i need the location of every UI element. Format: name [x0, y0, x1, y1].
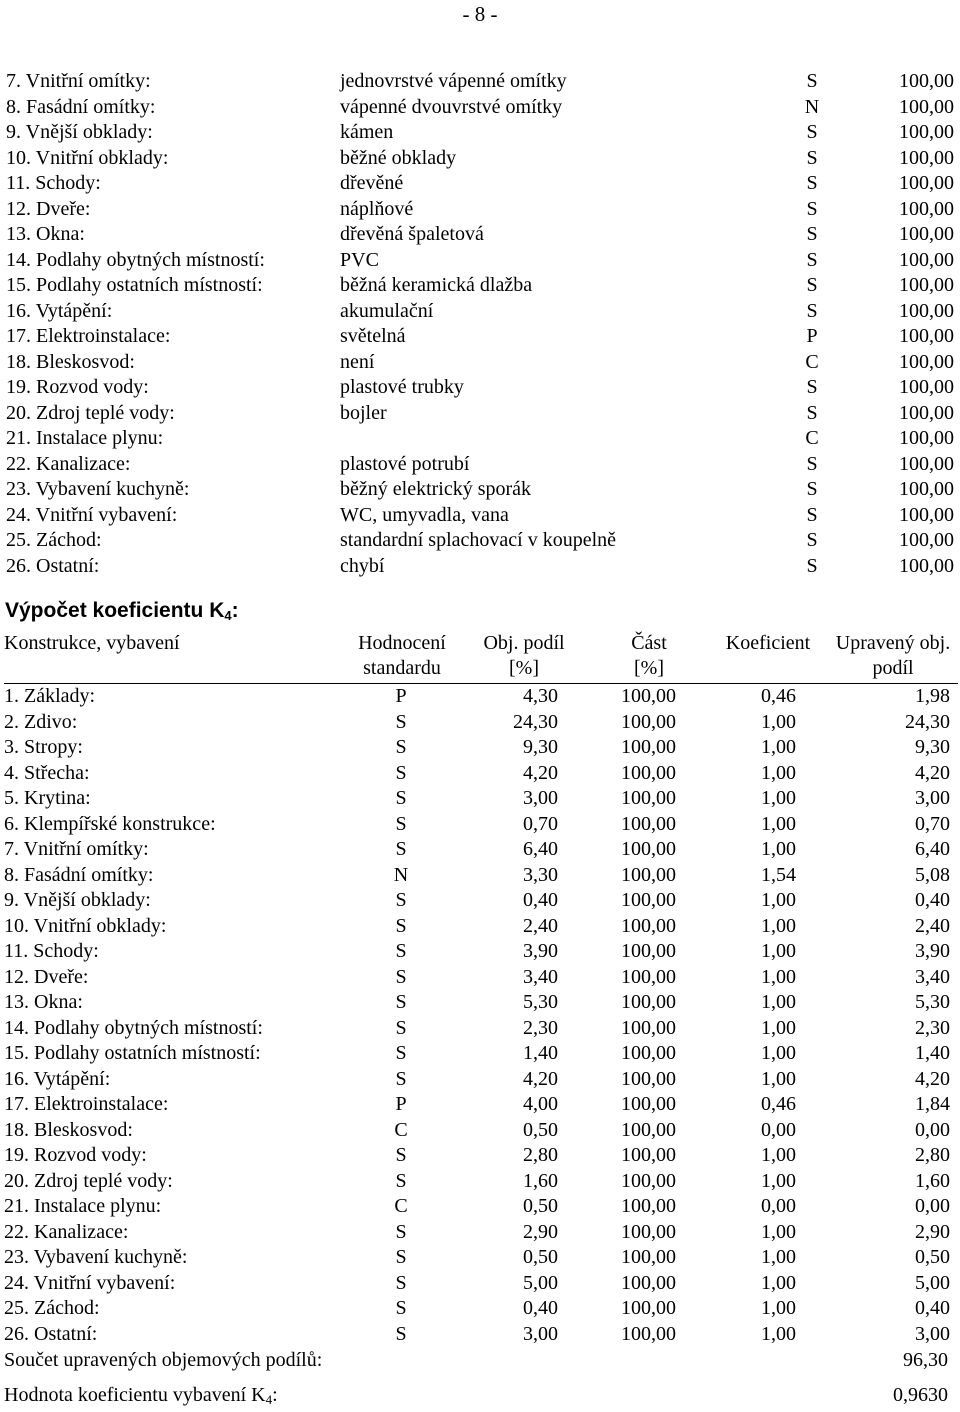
list-item-standard: S: [806, 554, 818, 577]
row-coefficient: 1,00: [761, 1042, 796, 1064]
row-adjusted-share: 0,40: [915, 1297, 950, 1319]
list-item: [6, 273, 954, 299]
list-item-name: 21. Instalace plynu:: [6, 427, 164, 449]
row-construction: 1. Základy:: [4, 685, 96, 707]
row-adjusted-share: 3,40: [915, 965, 950, 988]
row-coefficient: 1,00: [761, 1169, 796, 1192]
row-coefficient: 1,00: [761, 1220, 796, 1243]
list-item-standard: S: [806, 121, 818, 143]
row-part: 100,00: [621, 1093, 676, 1115]
list-item-description: plastové trubky: [340, 376, 464, 398]
row-volume-share: 4,00: [523, 1093, 558, 1115]
table-row: [4, 1092, 958, 1118]
row-part: 100,00: [621, 1067, 676, 1090]
list-item-share: 100,00: [899, 503, 954, 526]
row-adjusted-share: 5,08: [915, 863, 950, 886]
row-volume-share: 3,00: [523, 787, 558, 809]
list-item-description: běžný elektrický sporák: [340, 478, 532, 500]
row-adjusted-share: 1,84: [915, 1093, 950, 1115]
table-row: [4, 735, 958, 761]
list-item-standard: S: [806, 146, 818, 169]
row-rating: S: [395, 1169, 407, 1192]
header-rating: Hodnocení standardu: [358, 632, 446, 679]
table-row: [4, 965, 958, 991]
row-coefficient: 1,00: [761, 991, 796, 1013]
row-part: 100,00: [621, 1220, 676, 1243]
row-volume-share: 3,00: [523, 1322, 558, 1345]
list-item-description: dřevěné: [340, 172, 404, 194]
list-item-share: 100,00: [899, 121, 954, 143]
row-construction: 13. Okna:: [4, 991, 83, 1013]
row-construction: 4. Střecha:: [4, 761, 90, 784]
list-item-standard: S: [806, 529, 818, 551]
list-item: [6, 503, 954, 529]
row-volume-share: 0,50: [523, 1246, 558, 1268]
list-item-description: vápenné dvouvrstvé omítky: [340, 95, 563, 118]
list-item-share: 100,00: [899, 529, 954, 551]
row-volume-share: 4,20: [523, 1067, 558, 1090]
row-coefficient: 1,00: [761, 1144, 796, 1166]
row-construction: 22. Kanalizace:: [4, 1220, 129, 1243]
row-coefficient: 1,00: [761, 1246, 796, 1268]
standards-list: [6, 69, 954, 579]
row-adjusted-share: 2,40: [915, 914, 950, 937]
row-coefficient: 1,00: [761, 1067, 796, 1090]
row-rating: S: [395, 965, 407, 988]
row-adjusted-share: 3,00: [915, 1322, 950, 1345]
row-part: 100,00: [621, 1169, 676, 1192]
list-item: [6, 401, 954, 427]
list-item-description: standardní splachovací v koupelně: [340, 529, 617, 551]
list-item-name: 22. Kanalizace:: [6, 452, 131, 475]
table-row: [4, 888, 958, 914]
row-volume-share: 4,30: [523, 685, 558, 707]
row-part: 100,00: [621, 685, 676, 707]
row-adjusted-share: 9,30: [915, 736, 950, 758]
list-item-standard: P: [806, 325, 818, 347]
list-item-standard: N: [804, 95, 820, 118]
table-row: [4, 761, 958, 787]
row-coefficient: 1,00: [761, 965, 796, 988]
list-item-name: 7. Vnitřní omítky:: [6, 70, 151, 92]
row-volume-share: 0,40: [523, 889, 558, 911]
row-rating: S: [395, 1220, 407, 1243]
list-item-share: 100,00: [899, 452, 954, 475]
row-rating: C: [394, 1195, 408, 1217]
row-part: 100,00: [621, 838, 676, 860]
coefficient-result-value: 0,9630: [893, 1384, 948, 1406]
list-item: [6, 222, 954, 248]
header-share: Obj. podíl [%]: [483, 632, 565, 679]
list-item-name: 20. Zdroj teplé vody:: [6, 401, 175, 424]
table-row: [4, 1169, 958, 1195]
row-rating: S: [395, 1246, 407, 1268]
header-coefficient: Koeficient: [725, 632, 811, 654]
list-item-name: 23. Vybavení kuchyně:: [6, 478, 190, 500]
row-adjusted-share: 3,90: [915, 940, 950, 962]
list-item-standard: S: [806, 70, 818, 92]
list-item-share: 100,00: [899, 299, 954, 322]
coefficient-table: [4, 631, 958, 1347]
row-rating: P: [395, 1093, 407, 1115]
header-part: Část [%]: [631, 632, 667, 679]
row-construction: 23. Vybavení kuchyně:: [4, 1246, 188, 1268]
list-item-name: 8. Fasádní omítky:: [6, 95, 156, 118]
row-rating: S: [395, 736, 407, 758]
row-construction: 7. Vnitřní omítky:: [4, 838, 149, 860]
row-rating: S: [395, 889, 407, 911]
section-title: Výpočet koeficientu $K_4$:: [5, 599, 239, 623]
list-item: [6, 146, 954, 172]
list-item-name: 24. Vnitřní vybavení:: [6, 503, 178, 526]
row-rating: S: [395, 991, 407, 1013]
table-row: [4, 1194, 958, 1220]
row-coefficient: 1,00: [761, 914, 796, 937]
row-construction: 2. Zdivo:: [4, 710, 78, 733]
row-part: 100,00: [621, 710, 676, 733]
list-item: [6, 426, 954, 452]
sum-label: Součet upravených objemových podílů:: [4, 1349, 323, 1371]
list-item-standard: C: [805, 350, 819, 373]
list-item-name: 11. Schody:: [6, 172, 101, 194]
row-coefficient: 1,00: [761, 940, 796, 962]
table-row: [4, 990, 958, 1016]
list-item-standard: S: [806, 197, 818, 220]
list-item-name: 19. Rozvod vody:: [6, 376, 149, 398]
list-item-description: chybí: [340, 554, 385, 577]
row-coefficient: 1,00: [761, 889, 796, 911]
list-item-share: 100,00: [899, 427, 954, 449]
table-row: [4, 1245, 958, 1271]
list-item-standard: S: [806, 223, 818, 245]
list-item-share: 100,00: [899, 223, 954, 245]
list-item-standard: S: [806, 376, 818, 398]
row-construction: 20. Zdroj teplé vody:: [4, 1169, 173, 1192]
row-coefficient: 1,00: [761, 812, 796, 835]
list-item: [6, 69, 954, 95]
row-adjusted-share: 2,80: [915, 1144, 950, 1166]
row-coefficient: 1,00: [761, 1322, 796, 1345]
list-item-standard: S: [806, 478, 818, 500]
list-item-standard: S: [806, 248, 818, 271]
list-item: [6, 324, 954, 350]
list-item-description: běžné obklady: [340, 146, 457, 169]
row-rating: S: [395, 710, 407, 733]
row-adjusted-share: 4,20: [915, 1067, 950, 1090]
table-row: [4, 914, 958, 940]
row-volume-share: 5,00: [523, 1271, 558, 1294]
row-rating: S: [395, 1016, 407, 1039]
row-coefficient: 1,00: [761, 710, 796, 733]
row-coefficient: 1,00: [761, 1271, 796, 1294]
row-part: 100,00: [621, 1271, 676, 1294]
row-rating: S: [395, 914, 407, 937]
row-adjusted-share: 1,98: [915, 685, 950, 707]
list-item: [6, 197, 954, 223]
row-adjusted-share: 0,50: [915, 1246, 950, 1268]
row-construction: 12. Dveře:: [4, 965, 89, 988]
row-adjusted-share: 2,90: [915, 1220, 950, 1243]
row-construction: 21. Instalace plynu:: [4, 1195, 162, 1217]
list-item-name: 10. Vnitřní obklady:: [6, 146, 169, 169]
row-volume-share: 1,60: [523, 1169, 558, 1192]
row-volume-share: 3,40: [523, 965, 558, 988]
list-item-name: 16. Vytápění:: [6, 299, 113, 322]
row-part: 100,00: [621, 1042, 676, 1064]
table-row: [4, 684, 958, 710]
list-item-name: 9. Vnější obklady:: [6, 121, 153, 143]
row-construction: 14. Podlahy obytných místností:: [4, 1016, 263, 1039]
row-adjusted-share: 1,60: [915, 1169, 950, 1192]
row-coefficient: 1,00: [761, 1016, 796, 1039]
list-item-share: 100,00: [899, 172, 954, 194]
row-part: 100,00: [621, 914, 676, 937]
table-body: [4, 684, 958, 1347]
list-item-description: světelná: [340, 325, 406, 347]
list-item-share: 100,00: [899, 376, 954, 398]
row-rating: S: [395, 787, 407, 809]
row-construction: 11. Schody:: [4, 940, 99, 962]
list-item-description: bojler: [340, 401, 387, 424]
list-item: [6, 248, 954, 274]
list-item: [6, 350, 954, 376]
table-row: [4, 1041, 958, 1067]
list-item: [6, 528, 954, 554]
row-volume-share: 1,40: [523, 1042, 558, 1064]
sum-value: 96,30: [903, 1349, 948, 1371]
row-construction: 19. Rozvod vody:: [4, 1144, 147, 1166]
table-row: [4, 939, 958, 965]
list-item-description: běžná keramická dlažba: [340, 274, 533, 296]
list-item-standard: S: [806, 299, 818, 322]
row-rating: S: [395, 1322, 407, 1345]
row-adjusted-share: 6,40: [915, 838, 950, 860]
list-item-share: 100,00: [899, 554, 954, 577]
list-item-description: náplňové: [340, 197, 414, 220]
row-rating: S: [395, 1271, 407, 1294]
list-item-name: 25. Záchod:: [6, 529, 102, 551]
row-volume-share: 3,90: [523, 940, 558, 962]
table-row: [4, 1118, 958, 1144]
table-row: [4, 1322, 958, 1348]
list-item-name: 14. Podlahy obytných místností:: [6, 248, 265, 271]
row-construction: 18. Bleskosvod:: [4, 1118, 133, 1141]
row-adjusted-share: 2,30: [915, 1016, 950, 1039]
list-item-description: WC, umyvadla, vana: [340, 503, 509, 526]
list-item: [6, 375, 954, 401]
row-coefficient: 0,46: [761, 685, 796, 707]
row-volume-share: 0,50: [523, 1195, 558, 1217]
list-item-description: není: [340, 350, 375, 373]
row-rating: S: [395, 812, 407, 835]
row-part: 100,00: [621, 1322, 676, 1345]
list-item-standard: S: [806, 503, 818, 526]
table-header: [4, 631, 958, 684]
row-part: 100,00: [621, 1144, 676, 1166]
row-construction: 8. Fasádní omítky:: [4, 863, 154, 886]
list-item: [6, 554, 954, 580]
row-volume-share: 0,70: [523, 812, 558, 835]
row-construction: 6. Klempířské konstrukce:: [4, 812, 216, 835]
table-row: [4, 1016, 958, 1042]
list-item-name: 18. Bleskosvod:: [6, 350, 135, 373]
list-item: [6, 452, 954, 478]
list-item-name: 17. Elektroinstalace:: [6, 325, 171, 347]
list-item-description: PVC: [340, 248, 379, 271]
row-part: 100,00: [621, 863, 676, 886]
list-item-standard: S: [806, 401, 818, 424]
list-item-name: 12. Dveře:: [6, 197, 91, 220]
list-item-share: 100,00: [899, 274, 954, 296]
list-item: [6, 95, 954, 121]
row-rating: S: [395, 1042, 407, 1064]
row-adjusted-share: 4,20: [915, 761, 950, 784]
row-coefficient: 1,00: [761, 1297, 796, 1319]
row-rating: S: [395, 1067, 407, 1090]
list-item-description: jednovrstvé vápenné omítky: [340, 70, 567, 92]
row-rating: S: [395, 940, 407, 962]
row-construction: 3. Stropy:: [4, 736, 83, 758]
list-item-name: 26. Ostatní:: [6, 554, 100, 577]
row-volume-share: 5,30: [523, 991, 558, 1013]
row-adjusted-share: 0,40: [915, 889, 950, 911]
row-volume-share: 0,40: [523, 1297, 558, 1319]
row-construction: 24. Vnitřní vybavení:: [4, 1271, 176, 1294]
row-construction: 9. Vnější obklady:: [4, 889, 151, 911]
list-item-description: akumulační: [340, 299, 434, 322]
row-adjusted-share: 1,40: [915, 1042, 950, 1064]
header-adjusted-share: Upravený obj. podíl: [835, 632, 951, 679]
row-construction: 26. Ostatní:: [4, 1322, 98, 1345]
list-item: [6, 299, 954, 325]
list-item-standard: C: [805, 427, 819, 449]
row-rating: S: [395, 761, 407, 784]
list-item-standard: S: [806, 172, 818, 194]
row-part: 100,00: [621, 761, 676, 784]
row-construction: 16. Vytápění:: [4, 1067, 111, 1090]
table-row: [4, 786, 958, 812]
row-part: 100,00: [621, 965, 676, 988]
row-volume-share: 0,50: [523, 1118, 558, 1141]
row-construction: 17. Elektroinstalace:: [4, 1093, 169, 1115]
row-rating: N: [393, 863, 409, 886]
list-item-share: 100,00: [899, 478, 954, 500]
list-item-share: 100,00: [899, 70, 954, 92]
row-rating: P: [395, 685, 407, 707]
row-coefficient: 1,00: [761, 736, 796, 758]
row-volume-share: 2,80: [523, 1144, 558, 1166]
table-row: [4, 812, 958, 838]
row-rating: S: [395, 838, 407, 860]
row-construction: 15. Podlahy ostatních místností:: [4, 1042, 261, 1064]
row-construction: 25. Záchod:: [4, 1297, 100, 1319]
row-adjusted-share: 0,00: [915, 1195, 950, 1217]
row-adjusted-share: 0,70: [915, 812, 950, 835]
page-number: - 8 -: [462, 2, 498, 26]
list-item-description: plastové potrubí: [340, 452, 470, 475]
list-item-share: 100,00: [899, 146, 954, 169]
row-adjusted-share: 24,30: [905, 710, 950, 733]
table-row: [4, 1296, 958, 1322]
row-part: 100,00: [621, 1016, 676, 1039]
row-volume-share: 6,40: [523, 838, 558, 860]
row-rating: C: [394, 1118, 408, 1141]
row-volume-share: 4,20: [523, 761, 558, 784]
row-adjusted-share: 5,00: [915, 1271, 950, 1294]
row-volume-share: 24,30: [513, 710, 558, 733]
row-volume-share: 2,30: [523, 1016, 558, 1039]
list-item-standard: S: [806, 452, 818, 475]
row-part: 100,00: [621, 1195, 676, 1217]
table-row: [4, 1271, 958, 1297]
list-item: [6, 120, 954, 146]
row-coefficient: 0,00: [761, 1195, 796, 1217]
row-adjusted-share: 0,00: [915, 1118, 950, 1141]
list-item: [6, 477, 954, 503]
list-item-share: 100,00: [899, 248, 954, 271]
row-part: 100,00: [621, 1297, 676, 1319]
table-row: [4, 710, 958, 736]
list-item-share: 100,00: [899, 401, 954, 424]
coefficient-result-label: Hodnota koeficientu vybavení $K_4$:: [4, 1384, 278, 1407]
row-coefficient: 0,00: [761, 1118, 796, 1141]
row-part: 100,00: [621, 736, 676, 758]
table-row: [4, 863, 958, 889]
row-coefficient: 1,00: [761, 787, 796, 809]
table-row: [4, 1067, 958, 1093]
list-item-name: 13. Okna:: [6, 223, 85, 245]
row-coefficient: 0,46: [761, 1093, 796, 1115]
row-volume-share: 9,30: [523, 736, 558, 758]
table-row: [4, 1143, 958, 1169]
row-adjusted-share: 5,30: [915, 991, 950, 1013]
list-item-share: 100,00: [899, 95, 954, 118]
list-item-share: 100,00: [899, 197, 954, 220]
row-volume-share: 3,30: [523, 863, 558, 886]
row-part: 100,00: [621, 1246, 676, 1268]
row-part: 100,00: [621, 991, 676, 1013]
row-part: 100,00: [621, 787, 676, 809]
row-adjusted-share: 3,00: [915, 787, 950, 809]
header-construction: Konstrukce, vybavení: [4, 632, 180, 654]
list-item: [6, 171, 954, 197]
list-item-share: 100,00: [899, 350, 954, 373]
row-rating: S: [395, 1297, 407, 1319]
row-rating: S: [395, 1144, 407, 1166]
row-construction: 10. Vnitřní obklady:: [4, 914, 167, 937]
table-row: [4, 1220, 958, 1246]
list-item-description: kámen: [340, 121, 394, 143]
list-item-share: 100,00: [899, 325, 954, 347]
list-item-standard: S: [806, 274, 818, 296]
list-item-name: 15. Podlahy ostatních místností:: [6, 274, 263, 296]
row-construction: 5. Krytina:: [4, 787, 91, 809]
row-coefficient: 1,00: [761, 838, 796, 860]
row-volume-share: 2,40: [523, 914, 558, 937]
row-part: 100,00: [621, 812, 676, 835]
row-part: 100,00: [621, 1118, 676, 1141]
row-part: 100,00: [621, 889, 676, 911]
table-row: [4, 837, 958, 863]
list-item-description: dřevěná špaletová: [340, 223, 484, 245]
row-part: 100,00: [621, 940, 676, 962]
row-volume-share: 2,90: [523, 1220, 558, 1243]
row-coefficient: 1,00: [761, 761, 796, 784]
row-coefficient: 1,54: [761, 863, 796, 886]
